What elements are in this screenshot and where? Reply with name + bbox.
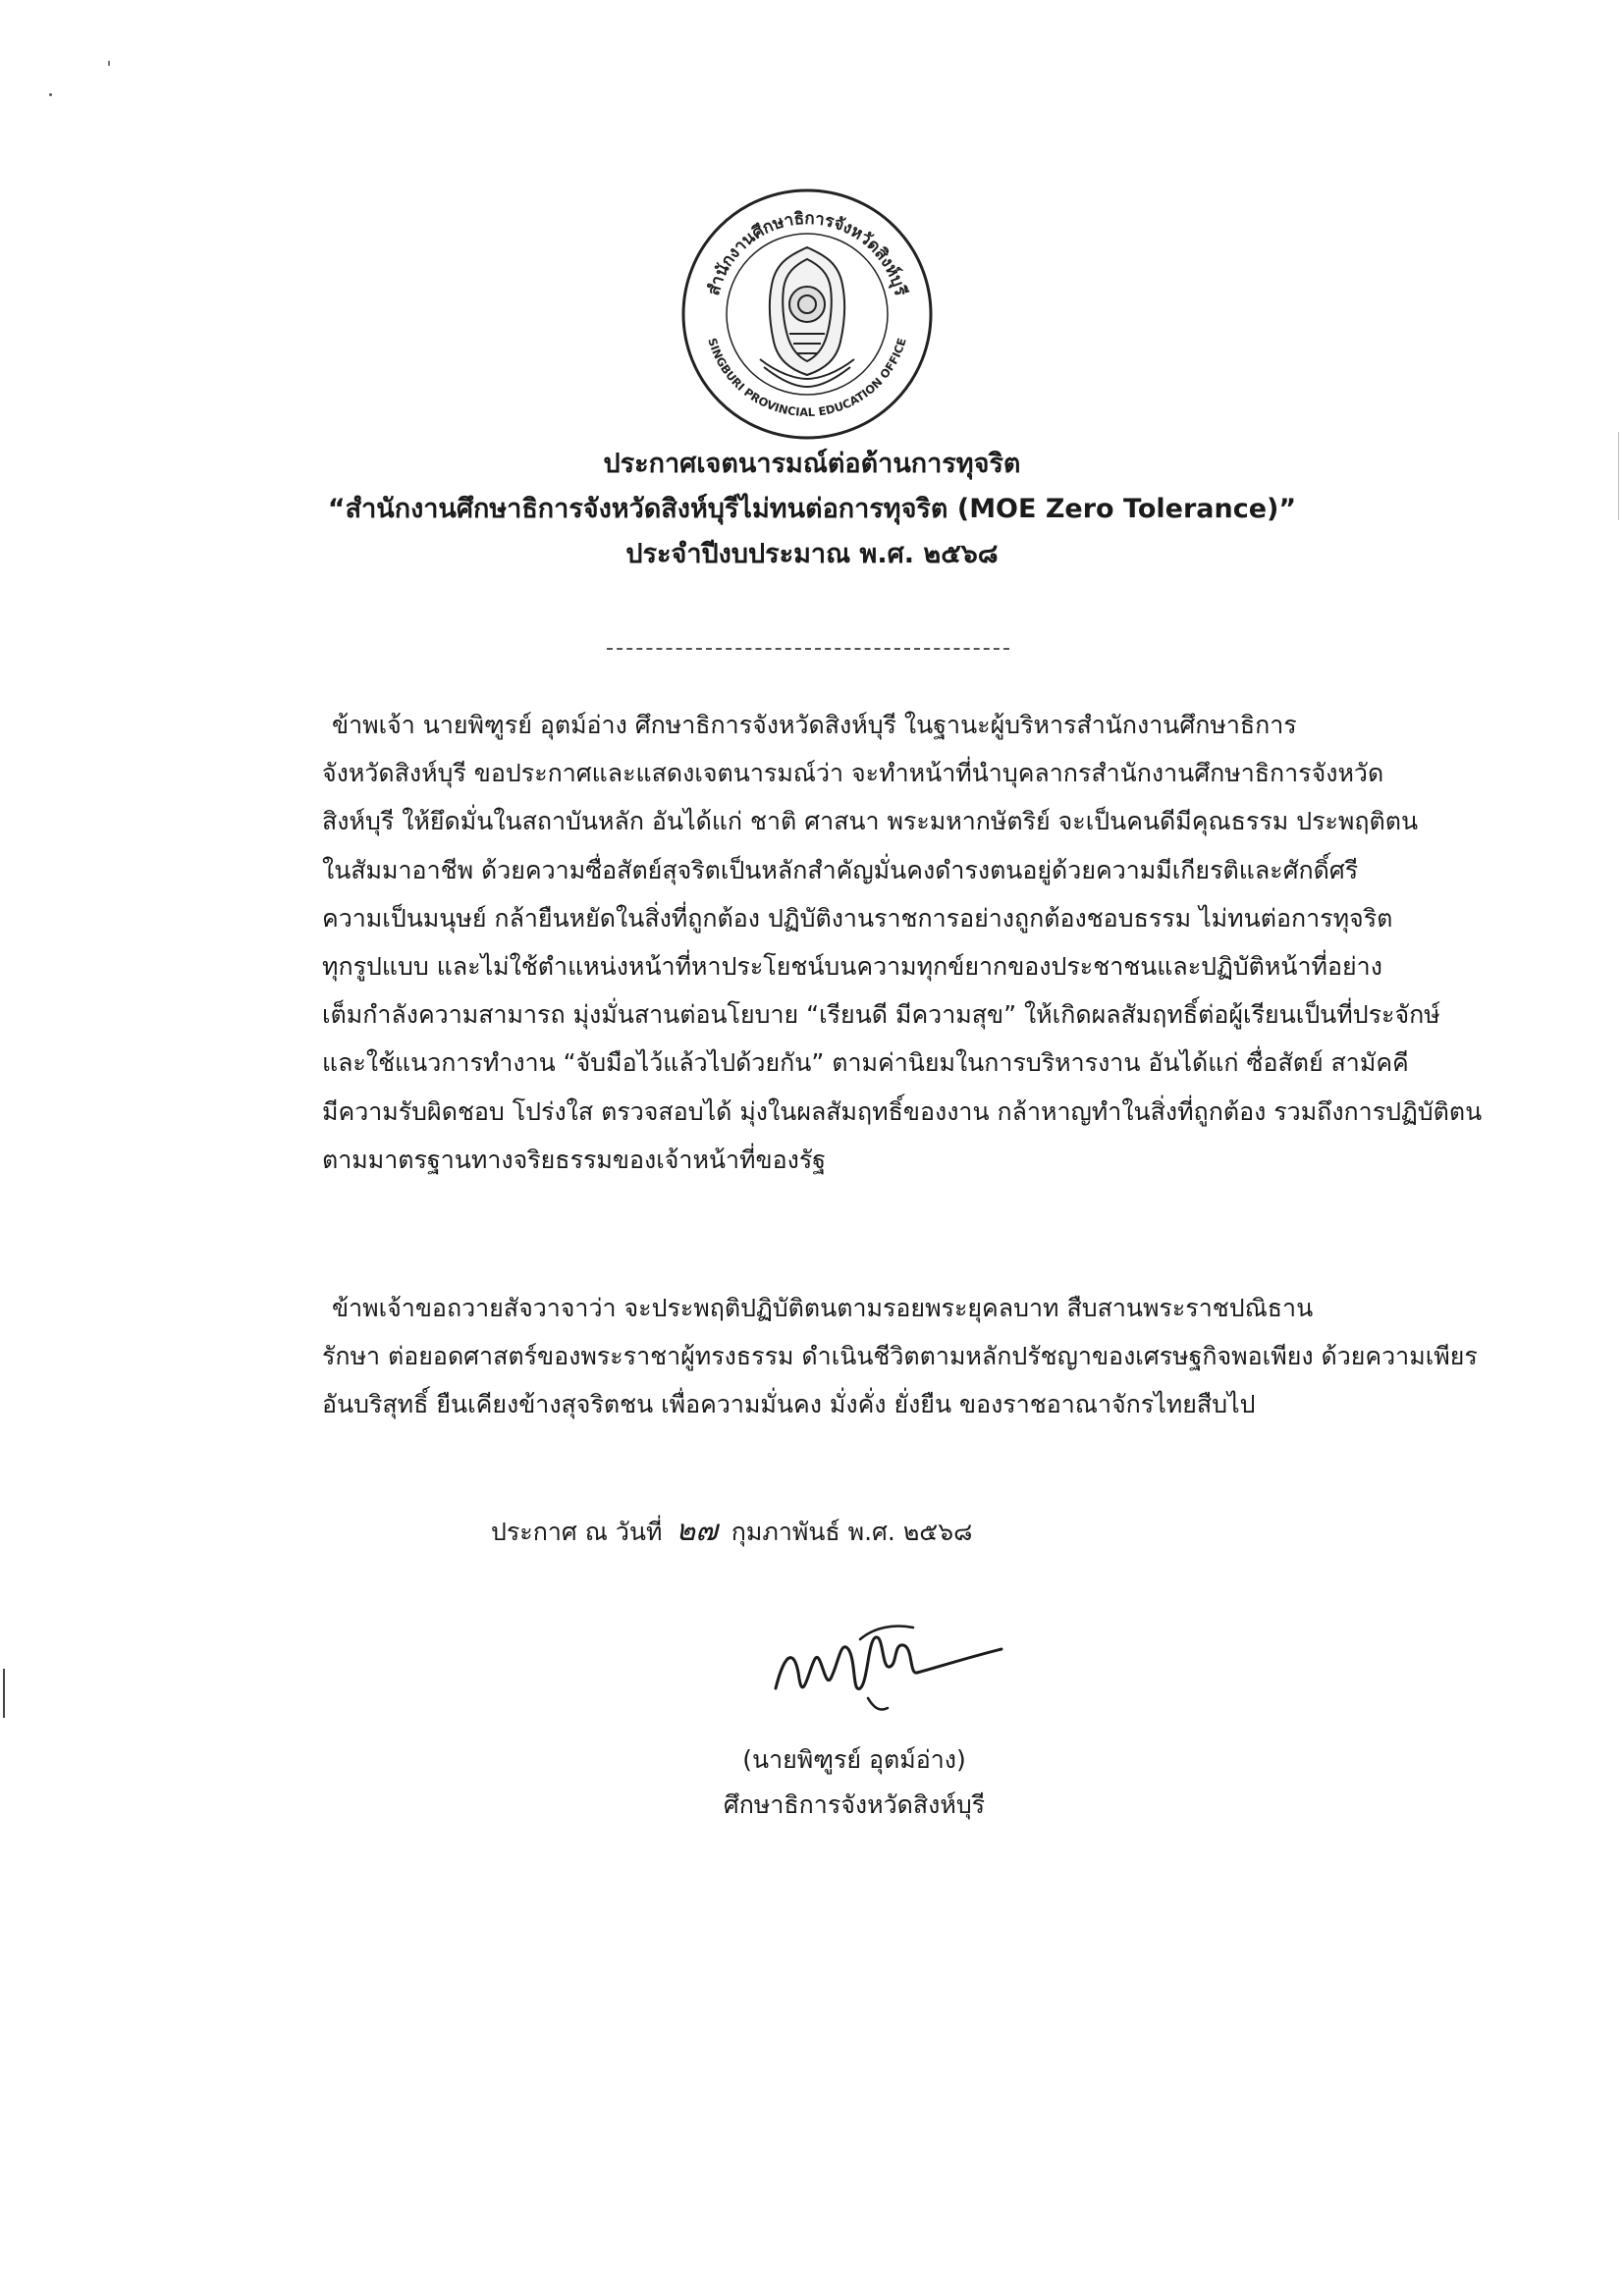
para1-line: เต็มกำลังความสามารถ มุ่งมั่นสานต่อนโยบาย “เรียนดี มีความสุข” ให้เกิดผลสัมฤทธิ์ต่อผู้เรียนเป็นที่ประจักษ์ (322, 1000, 1440, 1030)
announcement-date (491, 1512, 972, 1552)
heading-line-2: “สำนักงานศึกษาธิการจังหวัดสิงห์บุรีไม่ทนต่อการทุจริต (MOE Zero Tolerance)” (327, 494, 1297, 524)
signatory-name: (นายพิฑูรย์ อุตม์อ่าง) (742, 1745, 966, 1774)
para1-line: ตามมาตรฐานทางจริยธรรมของเจ้าหน้าที่ของรัฐ (322, 1145, 827, 1174)
heading-line-3: ประจำปีงบประมาณ พ.ศ. ๒๕๖๘ (625, 539, 999, 569)
scan-speck (49, 93, 52, 96)
para1-line: มีความรับผิดชอบ โปร่งใส ตรวจสอบได้ มุ่งในผลสัมฤทธิ์ของงาน กล้าหาญทำในสิ่งที่ถูกต้อง รวมถึงการปฏิบัติตน (322, 1096, 1483, 1126)
heading-line-1: ประกาศเจตนารมณ์ต่อต้านการทุจริต (603, 449, 1021, 479)
date-prefix: ประกาศ ณ วันที่ (491, 1518, 663, 1546)
para2-line: อันบริสุทธิ์ ยืนเคียงข้างสุจริตชน เพื่อความมั่นคง มั่งคั่ง ยั่งยืน ของราชอาณาจักรไทยสืบไป (322, 1390, 1256, 1419)
para2-line: ข้าพเจ้าขอถวายสัจวาจาว่า จะประพฤติปฏิบัติตนตามรอยพระยุคลบาท สืบสานพระราชปณิธาน (332, 1294, 1314, 1322)
body-paragraph-1 (322, 701, 1483, 1184)
handwritten-signature (766, 1610, 1011, 1728)
seal-text-thai: สำนักงานศึกษาธิการจังหวัดสิงห์บุรี (703, 208, 910, 298)
body-paragraph-2 (322, 1284, 1478, 1429)
seal-text-english: SINGBURI PROVINCIAL EDUCATION OFFICE (705, 336, 909, 420)
para1-line: จังหวัดสิงห์บุรี ขอประกาศและแสดงเจตนารมณ์ว่า จะทำหน้าที่นำบุคลากรสำนักงานศึกษาธิการจังหวัด (322, 759, 1384, 788)
para1-line: ทุกรูปแบบ และไม่ใช้ตำแหน่งหน้าที่หาประโยชน์บนความทุกข์ยากของประชาชนและปฏิบัติหน้าที่อย่าง (322, 952, 1382, 982)
header-divider (607, 648, 1009, 650)
para1-line: และใช้แนวการทำงาน “จับมือไว้แล้วไปด้วยกัน” ตามค่านิยมในการบริหารงาน อันได้แก่ ซื่อสัตย์ สามัคคี (322, 1048, 1409, 1078)
para1-line: ความเป็นมนุษย์ กล้ายืนหยัดในสิ่งที่ถูกต้อง ปฏิบัติงานราชการอย่างถูกต้องชอบธรรม ไม่ทนต่อการทุจริต (322, 903, 1393, 933)
signatory-block (668, 1737, 1041, 1828)
scan-speck (108, 61, 110, 66)
office-seal (679, 187, 935, 442)
ministry-emblem-icon (760, 247, 854, 387)
scan-edge-mark (3, 1669, 5, 1718)
para2-line: รักษา ต่อยอดศาสตร์ของพระราชาผู้ทรงธรรม ดำเนินชีวิตตามหลักปรัชญาของเศรษฐกิจพอเพียง ด้วยความเพียร (322, 1342, 1478, 1371)
signatory-position: ศึกษาธิการจังหวัดสิงห์บุรี (723, 1790, 986, 1819)
date-day-handwritten: ๒๗ (676, 1514, 718, 1548)
para1-line: ในสัมมาอาชีพ ด้วยความซื่อสัตย์สุจริตเป็นหลักสำคัญมั่นคงดำรงตนอยู่ด้วยความมีเกียรติและศักดิ์ศรี (322, 855, 1359, 884)
para1-line: สิงห์บุรี ให้ยึดมั่นในสถาบันหลัก อันได้แก่ ชาติ ศาสนา พระมหากษัตริย์ จะเป็นคนดีมีคุณธรรม ประพฤติตน (322, 807, 1419, 836)
date-month-year: กุมภาพันธ์ พ.ศ. ๒๕๖๘ (731, 1518, 973, 1546)
scan-edge-mark (1618, 432, 1619, 520)
para1-line: ข้าพเจ้า นายพิฑูรย์ อุตม์อ่าง ศึกษาธิการจังหวัดสิงห์บุรี ในฐานะผู้บริหารสำนักงานศึกษาธิการ (332, 711, 1297, 739)
document-header (0, 442, 1624, 577)
